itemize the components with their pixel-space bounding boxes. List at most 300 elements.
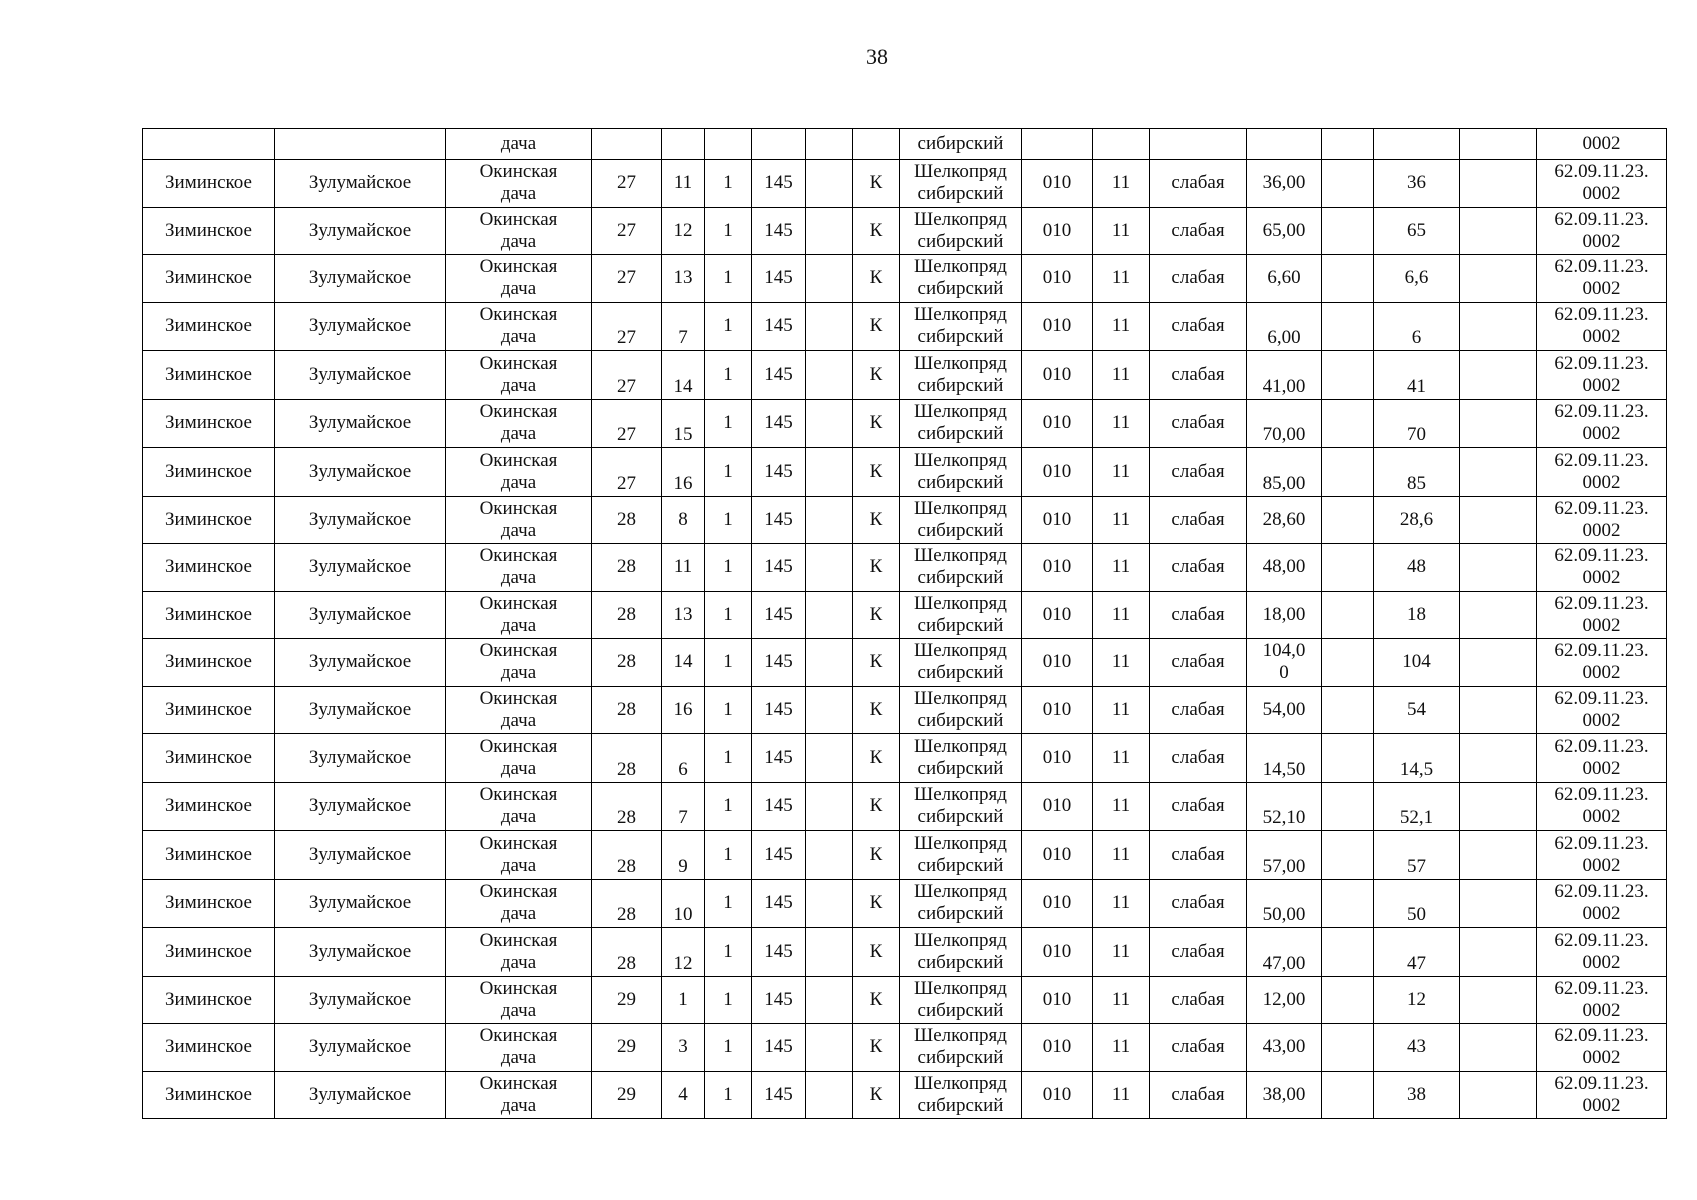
cell-district: Зиминское [143, 879, 275, 928]
cell-district: Зиминское [143, 591, 275, 639]
cell-c4: К [853, 591, 900, 639]
cell-dacha-line: Окинская [479, 304, 558, 326]
table-row [143, 928, 1667, 977]
cell-dacha-line: дача [500, 1047, 537, 1069]
cell-c3 [806, 351, 853, 400]
cell-okpd-line: 62.09.11.23. [1554, 735, 1649, 757]
cell-c7 [1460, 496, 1537, 544]
cell-dacha [446, 831, 592, 880]
cell-plot: 14 [662, 639, 705, 687]
cell-c4: К [853, 782, 900, 831]
cell-quarter: 28 [592, 782, 662, 831]
cell-degree: слабая [1150, 207, 1247, 255]
cell-area2: 14,5 [1374, 734, 1460, 783]
cell-area: 85,00 [1247, 448, 1322, 497]
cell-c1 [705, 129, 752, 160]
cell-pest-line: сибирский [917, 519, 1004, 541]
cell-okpd-line: 62.09.11.23. [1554, 497, 1649, 519]
cell-plot: 12 [662, 928, 705, 977]
cell-dacha-line: дача [500, 1094, 537, 1116]
cell-dacha-line: Окинская [479, 161, 558, 183]
cell-okpd-line: 0002 [1582, 183, 1621, 205]
cell-district: Зиминское [143, 782, 275, 831]
cell-plot: 14 [662, 351, 705, 400]
cell-quarter: 27 [592, 399, 662, 448]
table-row [143, 302, 1667, 351]
cell-degree: слабая [1150, 399, 1247, 448]
table-row [143, 1024, 1667, 1072]
cell-degree: слабая [1150, 782, 1247, 831]
cell-c6 [1322, 160, 1374, 208]
cell-pest-line: сибирский [917, 903, 1004, 925]
cell-dacha-line: дача [500, 999, 537, 1021]
cell-forestry: Зулумайское [275, 160, 446, 208]
cell-pest [900, 976, 1022, 1024]
cell-quarter: 27 [592, 255, 662, 303]
cell-c6 [1322, 496, 1374, 544]
cell-degree: слабая [1150, 302, 1247, 351]
cell-c3 [806, 879, 853, 928]
cell-plot: 13 [662, 255, 705, 303]
cell-district: Зиминское [143, 734, 275, 783]
cell-c2: 145 [752, 639, 806, 687]
cell-c4: К [853, 255, 900, 303]
cell-okpd-line: 62.09.11.23. [1554, 1072, 1649, 1094]
cell-dacha-line: Окинская [479, 592, 558, 614]
cell-okpd [1537, 831, 1667, 880]
cell-pest [900, 928, 1022, 977]
cell-c2: 145 [752, 734, 806, 783]
cell-area2: 36 [1374, 160, 1460, 208]
cell-c1: 1 [705, 976, 752, 1024]
cell-c2: 145 [752, 879, 806, 928]
cell-c1: 1 [705, 351, 752, 400]
cell-okpd-line: 0002 [1582, 662, 1621, 684]
cell-okpd-line: 0002 [1582, 757, 1621, 779]
cell-c7 [1460, 591, 1537, 639]
cell-c2: 145 [752, 928, 806, 977]
cell-c4: К [853, 831, 900, 880]
cell-okpd-line: 0002 [1582, 471, 1621, 493]
cell-district: Зиминское [143, 448, 275, 497]
cell-dacha [446, 734, 592, 783]
cell-dacha-line: дача [500, 903, 537, 925]
cell-forestry: Зулумайское [275, 1071, 446, 1119]
cell-c4: К [853, 351, 900, 400]
table-row [143, 734, 1667, 783]
cell-pest-line: сибирский [917, 374, 1004, 396]
cell-quarter: 28 [592, 639, 662, 687]
cell-area2: 12 [1374, 976, 1460, 1024]
cell-dacha [446, 782, 592, 831]
cell-c4: К [853, 928, 900, 977]
cell-c7 [1460, 207, 1537, 255]
cell-dacha [446, 544, 592, 592]
cell-district: Зиминское [143, 1071, 275, 1119]
cell-degree: слабая [1150, 255, 1247, 303]
cell-area: 70,00 [1247, 399, 1322, 448]
cell-c5: 11 [1093, 831, 1150, 880]
cell-area: 38,00 [1247, 1071, 1322, 1119]
cell-okpd-line: 0002 [1582, 374, 1621, 396]
table-row-continued [143, 129, 1667, 160]
cell-dacha [446, 639, 592, 687]
cell-dacha-line: дача [500, 519, 537, 541]
cell-forestry: Зулумайское [275, 207, 446, 255]
cell-forestry: Зулумайское [275, 544, 446, 592]
cell-code: 010 [1022, 302, 1093, 351]
cell-pest-line: Шелкопряд [914, 784, 1007, 806]
cell-area: 50,00 [1247, 879, 1322, 928]
cell-dacha-line: Окинская [479, 208, 558, 230]
cell-pest-line: сибирский [917, 183, 1004, 205]
cell-c2: 145 [752, 448, 806, 497]
table-row [143, 976, 1667, 1024]
cell-district: Зиминское [143, 399, 275, 448]
cell-c3 [806, 976, 853, 1024]
cell-district: Зиминское [143, 928, 275, 977]
cell-plot: 11 [662, 160, 705, 208]
table-row [143, 686, 1667, 734]
cell-c1: 1 [705, 1071, 752, 1119]
cell-c6 [1322, 399, 1374, 448]
cell-forestry: Зулумайское [275, 255, 446, 303]
cell-pest-line: сибирский [917, 709, 1004, 731]
cell-district [143, 129, 275, 160]
cell-c4: К [853, 399, 900, 448]
cell-area2: 41 [1374, 351, 1460, 400]
cell-code: 010 [1022, 639, 1093, 687]
cell-dacha-line: Окинская [479, 735, 558, 757]
table-row [143, 782, 1667, 831]
table-row [143, 255, 1667, 303]
cell-okpd [1537, 1071, 1667, 1119]
cell-dacha-line: Окинская [479, 449, 558, 471]
cell-c5: 11 [1093, 544, 1150, 592]
cell-c7 [1460, 734, 1537, 783]
cell-plot: 7 [662, 302, 705, 351]
cell-district: Зиминское [143, 255, 275, 303]
cell-c6 [1322, 976, 1374, 1024]
cell-dacha-line: дача [500, 951, 537, 973]
cell-dacha-line: Окинская [479, 977, 558, 999]
cell-c1: 1 [705, 831, 752, 880]
cell-district: Зиминское [143, 639, 275, 687]
cell-dacha-line: Окинская [479, 832, 558, 854]
cell-pest-line: сибирский [917, 662, 1004, 684]
cell-code: 010 [1022, 496, 1093, 544]
cell-c6 [1322, 351, 1374, 400]
cell-pest-line: Шелкопряд [914, 497, 1007, 519]
cell-pest-line: Шелкопряд [914, 977, 1007, 999]
cell-c5: 11 [1093, 302, 1150, 351]
cell-c3 [806, 831, 853, 880]
cell-plot: 7 [662, 782, 705, 831]
cell-area: 14,50 [1247, 734, 1322, 783]
cell-c2: 145 [752, 255, 806, 303]
cell-dacha [446, 448, 592, 497]
cell-dacha-line: дача [500, 757, 537, 779]
cell-c2: 145 [752, 351, 806, 400]
cell-dacha [446, 928, 592, 977]
cell-dacha [446, 1024, 592, 1072]
cell-c2: 145 [752, 160, 806, 208]
cell-area-line: 104,0 [1262, 640, 1306, 662]
cell-okpd-line: 0002 [1582, 1094, 1621, 1116]
cell-quarter: 28 [592, 496, 662, 544]
cell-district: Зиминское [143, 351, 275, 400]
cell-okpd [1537, 1024, 1667, 1072]
cell-dacha-line: дача [500, 709, 537, 731]
cell-plot: 9 [662, 831, 705, 880]
cell-area2: 54 [1374, 686, 1460, 734]
cell-pest [900, 831, 1022, 880]
cell-c1: 1 [705, 639, 752, 687]
cell-pest-line: Шелкопряд [914, 592, 1007, 614]
cell-c3 [806, 255, 853, 303]
cell-degree: слабая [1150, 1071, 1247, 1119]
cell-okpd-line: 0002 [1582, 951, 1621, 973]
cell-pest-line: Шелкопряд [914, 449, 1007, 471]
cell-c1: 1 [705, 686, 752, 734]
cell-c5: 11 [1093, 976, 1150, 1024]
table-row [143, 591, 1667, 639]
cell-c3 [806, 591, 853, 639]
table-row [143, 879, 1667, 928]
cell-okpd-line: 0002 [1582, 854, 1621, 876]
cell-c6 [1322, 302, 1374, 351]
cell-pest [900, 302, 1022, 351]
cell-degree: слабая [1150, 496, 1247, 544]
cell-forestry: Зулумайское [275, 639, 446, 687]
cell-area2: 65 [1374, 207, 1460, 255]
cell-dacha-line: дача [500, 230, 537, 252]
cell-area2: 38 [1374, 1071, 1460, 1119]
cell-c5: 11 [1093, 782, 1150, 831]
cell-okpd [1537, 734, 1667, 783]
cell-area2 [1374, 129, 1460, 160]
cell-area: 47,00 [1247, 928, 1322, 977]
cell-area2: 104 [1374, 639, 1460, 687]
cell-okpd [1537, 591, 1667, 639]
cell-area2: 48 [1374, 544, 1460, 592]
cell-c2: 145 [752, 782, 806, 831]
cell-c5: 11 [1093, 879, 1150, 928]
cell-c6 [1322, 544, 1374, 592]
cell-degree: слабая [1150, 879, 1247, 928]
cell-plot: 3 [662, 1024, 705, 1072]
cell-quarter: 28 [592, 831, 662, 880]
cell-code: 010 [1022, 544, 1093, 592]
cell-c5: 11 [1093, 399, 1150, 448]
cell-dacha-line: дача [500, 183, 537, 205]
cell-c6 [1322, 448, 1374, 497]
cell-pest: сибирский [900, 129, 1022, 160]
cell-code: 010 [1022, 1024, 1093, 1072]
cell-code: 010 [1022, 591, 1093, 639]
cell-okpd-line: 62.09.11.23. [1554, 545, 1649, 567]
cell-area2: 52,1 [1374, 782, 1460, 831]
cell-code: 010 [1022, 976, 1093, 1024]
cell-c5: 11 [1093, 591, 1150, 639]
cell-pest [900, 879, 1022, 928]
cell-district: Зиминское [143, 1024, 275, 1072]
cell-c4: К [853, 207, 900, 255]
cell-c7 [1460, 831, 1537, 880]
cell-dacha [446, 255, 592, 303]
cell-c1: 1 [705, 255, 752, 303]
cell-c3 [806, 1024, 853, 1072]
cell-district: Зиминское [143, 976, 275, 1024]
cell-area: 57,00 [1247, 831, 1322, 880]
cell-dacha [446, 351, 592, 400]
cell-c2: 145 [752, 831, 806, 880]
cell-c3 [806, 734, 853, 783]
cell-area2: 6,6 [1374, 255, 1460, 303]
cell-district: Зиминское [143, 207, 275, 255]
cell-c7 [1460, 399, 1537, 448]
cell-c6 [1322, 879, 1374, 928]
cell-okpd [1537, 496, 1667, 544]
cell-quarter: 29 [592, 1071, 662, 1119]
table-row [143, 207, 1667, 255]
table-row [143, 639, 1667, 687]
cell-c1: 1 [705, 496, 752, 544]
table-body [143, 129, 1667, 1119]
cell-okpd [1537, 639, 1667, 687]
cell-c3 [806, 639, 853, 687]
cell-c2: 145 [752, 496, 806, 544]
cell-forestry: Зулумайское [275, 782, 446, 831]
cell-forestry: Зулумайское [275, 879, 446, 928]
cell-area2: 57 [1374, 831, 1460, 880]
cell-c2: 145 [752, 1024, 806, 1072]
cell-code: 010 [1022, 448, 1093, 497]
cell-pest-line: Шелкопряд [914, 304, 1007, 326]
cell-c5: 11 [1093, 255, 1150, 303]
cell-pest-line: Шелкопряд [914, 352, 1007, 374]
cell-dacha-line: дача [500, 471, 537, 493]
cell-dacha-line: дача [500, 854, 537, 876]
cell-c6 [1322, 129, 1374, 160]
cell-okpd-line: 0002 [1582, 423, 1621, 445]
cell-c1: 1 [705, 207, 752, 255]
cell-forestry: Зулумайское [275, 734, 446, 783]
cell-pest-line: сибирский [917, 757, 1004, 779]
cell-c4: К [853, 879, 900, 928]
cell-pest [900, 351, 1022, 400]
cell-c2: 145 [752, 302, 806, 351]
cell-pest-line: Шелкопряд [914, 640, 1007, 662]
cell-c7 [1460, 1024, 1537, 1072]
cell-c1: 1 [705, 928, 752, 977]
cell-pest [900, 160, 1022, 208]
cell-forestry: Зулумайское [275, 399, 446, 448]
cell-c4: К [853, 160, 900, 208]
cell-area: 6,00 [1247, 302, 1322, 351]
cell-okpd-line: 0002 [1582, 567, 1621, 589]
cell-area: 36,00 [1247, 160, 1322, 208]
cell-pest-line: сибирский [917, 614, 1004, 636]
cell-pest-line: Шелкопряд [914, 545, 1007, 567]
cell-code: 010 [1022, 160, 1093, 208]
cell-dacha-line: дача [500, 567, 537, 589]
cell-code: 010 [1022, 207, 1093, 255]
cell-degree: слабая [1150, 831, 1247, 880]
cell-c3 [806, 782, 853, 831]
cell-okpd-line: 0002 [1582, 230, 1621, 252]
cell-c6 [1322, 1024, 1374, 1072]
cell-quarter: 28 [592, 734, 662, 783]
cell-forestry: Зулумайское [275, 496, 446, 544]
cell-pest [900, 591, 1022, 639]
cell-degree: слабая [1150, 448, 1247, 497]
cell-area2: 85 [1374, 448, 1460, 497]
cell-area: 54,00 [1247, 686, 1322, 734]
cell-c3 [806, 544, 853, 592]
cell-dacha [446, 591, 592, 639]
cell-c5: 11 [1093, 496, 1150, 544]
cell-pest-line: Шелкопряд [914, 735, 1007, 757]
cell-c3 [806, 686, 853, 734]
cell-degree: слабая [1150, 591, 1247, 639]
cell-c5: 11 [1093, 686, 1150, 734]
cell-dacha-line: дача [500, 326, 537, 348]
cell-c5: 11 [1093, 160, 1150, 208]
cell-c7 [1460, 129, 1537, 160]
cell-c6 [1322, 591, 1374, 639]
cell-dacha-line: Окинская [479, 929, 558, 951]
cell-c4: К [853, 734, 900, 783]
cell-dacha-line: дача [500, 806, 537, 828]
cell-okpd-line: 62.09.11.23. [1554, 1025, 1649, 1047]
cell-degree: слабая [1150, 544, 1247, 592]
cell-dacha-line: Окинская [479, 1025, 558, 1047]
cell-quarter: 29 [592, 1024, 662, 1072]
cell-okpd [1537, 351, 1667, 400]
cell-quarter: 28 [592, 928, 662, 977]
cell-plot: 11 [662, 544, 705, 592]
cell-c3 [806, 207, 853, 255]
cell-pest-line: сибирский [917, 423, 1004, 445]
cell-dacha [446, 1071, 592, 1119]
cell-dacha [446, 399, 592, 448]
cell-quarter: 29 [592, 976, 662, 1024]
cell-c6 [1322, 831, 1374, 880]
cell-okpd [1537, 686, 1667, 734]
cell-pest-line: Шелкопряд [914, 687, 1007, 709]
cell-pest-line: Шелкопряд [914, 256, 1007, 278]
cell-c6 [1322, 1071, 1374, 1119]
cell-c1: 1 [705, 448, 752, 497]
cell-area: 12,00 [1247, 976, 1322, 1024]
cell-pest-line: сибирский [917, 230, 1004, 252]
cell-pest-line: Шелкопряд [914, 161, 1007, 183]
cell-area2: 47 [1374, 928, 1460, 977]
cell-area2: 18 [1374, 591, 1460, 639]
cell-c1: 1 [705, 160, 752, 208]
cell-pest-line: сибирский [917, 471, 1004, 493]
cell-c6 [1322, 639, 1374, 687]
cell-c6 [1322, 928, 1374, 977]
cell-c7 [1460, 686, 1537, 734]
cell-code: 010 [1022, 399, 1093, 448]
cell-pest-line: Шелкопряд [914, 1025, 1007, 1047]
cell-c5: 11 [1093, 448, 1150, 497]
cell-forestry [275, 129, 446, 160]
cell-forestry: Зулумайское [275, 686, 446, 734]
cell-okpd: 0002 [1537, 129, 1667, 160]
